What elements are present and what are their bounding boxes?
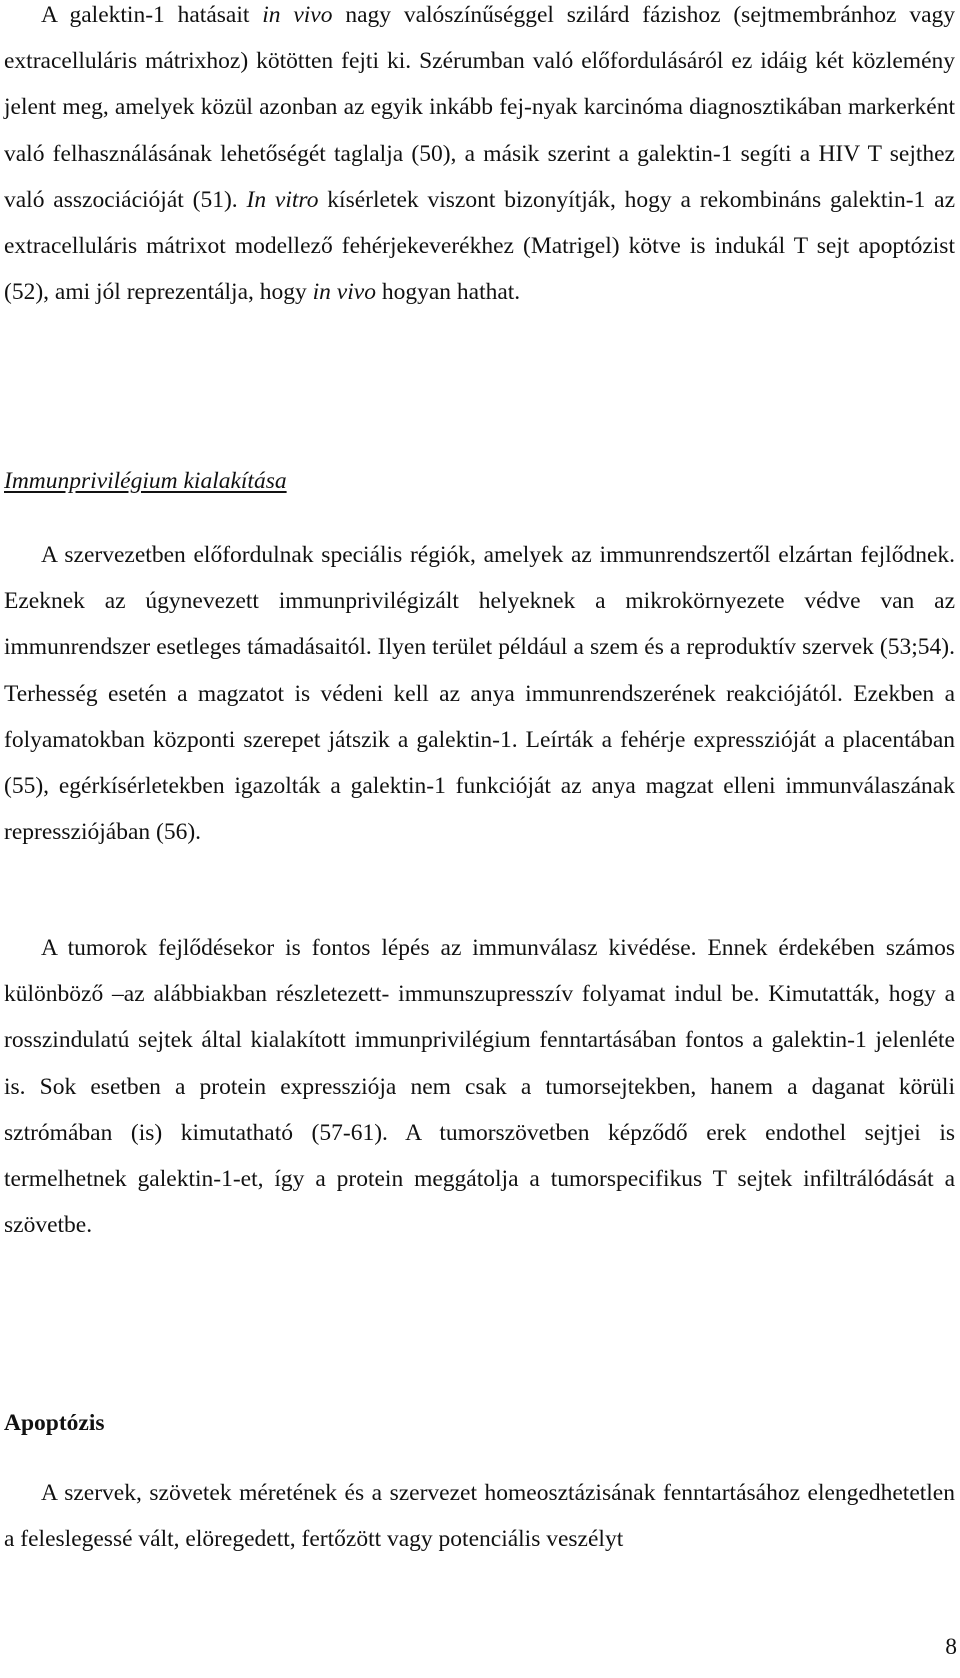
paragraph-galektin-in-vivo: [4, 0, 955, 315]
paragraph-text: kísérletek viszont bizonyítják, hogy a rekombináns galektin-1 az extracelluláris mátrixot modellező fehérjekeverékhez (Matrigel) kötve is indukál T sejt apoptózist (52), ami jól reprezentálja, hogy: [4, 186, 955, 306]
paragraph-immunprivilegium: A szervezetben előfordulnak speciális régiók, amelyek az immunrendszertől elzártan fejlődnek. Ezeknek az úgynevezett immunprivilégizált helyeknek a mikrokörnyezete védve van az immunrendszer esetleges támadásaitól. Ilyen terület például a szem és a reproduktív szervek (53;54). Terhesség esetén a magzatot is védeni kell az anya immunrendszerének reakciójától. Ezekben a folyamatokban központi szerepet játszik a galektin-1. Leírták a fehérje expresszióját a placentában (55), egérkísérletekben igazolták a galektin-1 funkcióját az anya magzat elleni immunválaszának repressziójában (56).: [4, 542, 955, 846]
section-heading-immunprivilegium: Immunprivilégium kialakítása: [4, 468, 287, 494]
paragraph-text: nagy valószínűséggel szilárd fázishoz (sejtmembránhoz vagy extracelluláris mátrixhoz) kötötten fejti ki. Szérumban való előfordulásáról ez idáig két közlemény jelent meg, amelyek közül azonban az egyik inkább fej-nyak karcinóma diagnosztikában markerként való felhasználásának lehetőségét taglalja (50), a másik szerint a galektin-1 segíti a HIV T sejthez való asszociációját (51).: [4, 2, 955, 213]
page-number: 8: [945, 1634, 957, 1660]
italic-term: In vitro: [246, 186, 319, 213]
section-heading-apoptozis: Apoptózis: [4, 1410, 105, 1436]
italic-term: in vivo: [262, 2, 333, 28]
paragraph-text: hogyan hathat.: [375, 279, 521, 306]
paragraph-apoptozis: A szervek, szövetek méretének és a szervezet homeosztázisának fenntartásához elengedhetetlen a feleslegessé vált, elöregedett, fertőzött vagy potenciális veszélyt: [4, 1480, 955, 1553]
paragraph-tumor: A tumorok fejlődésekor is fontos lépés az immunválasz kivédése. Ennek érdekében számos különböző –az alábbiakban részletezett- immunszupresszív folyamat indul be. Kimutatták, hogy a rosszindulatú sejtek által kialakított immunprivilégium fenntartásában fontos a galektin-1 jelenléte is. Sok esetben a protein expressziója nem csak a tumorsejtekben, hanem a daganat körüli sztrómában (is) kimutatható (57-61). A tumorszövetben képződő erek endothel sejtjei is termelhetnek galektin-1-et, így a protein meggátolja a tumorspecifikus T sejtek infiltrálódását a szövetbe.: [4, 935, 955, 1239]
paragraph-text: A galektin-1 hatásait: [41, 2, 263, 28]
italic-term: in vivo: [312, 279, 376, 306]
